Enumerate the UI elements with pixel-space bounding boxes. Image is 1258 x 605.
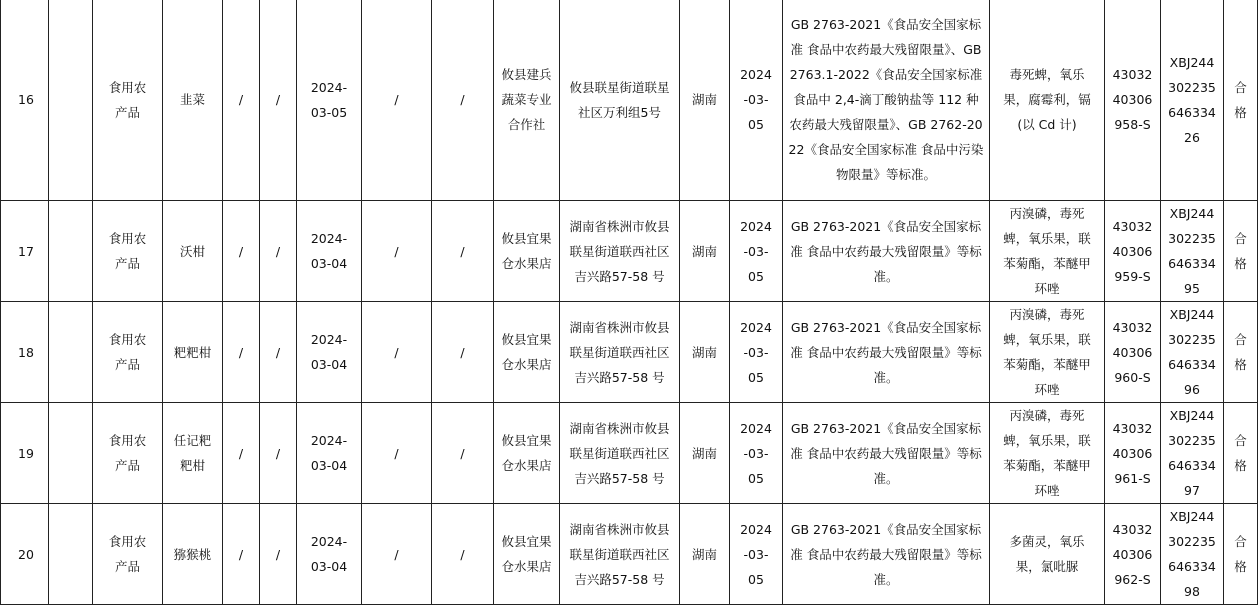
cell-report-no: 4303240306960-S	[1105, 302, 1161, 403]
cell-province: 湖南	[680, 302, 730, 403]
cell-category: 食用农产品	[93, 403, 163, 504]
cell-report-no: 4303240306958-S	[1105, 0, 1161, 201]
cell-seller-name: 攸县宜果仓水果店	[494, 302, 560, 403]
cell-test-items: 丙溴磷，毒死蜱，氧乐果，联苯菊酯，苯醚甲环唑	[990, 302, 1105, 403]
cell-seller-address: 湖南省株洲市攸县联星街道联西社区吉兴路57-58 号	[560, 201, 680, 302]
cell-result: 合格	[1224, 201, 1258, 302]
cell-product-name: 韭菜	[163, 0, 223, 201]
cell-seller-name: 攸县建兵蔬菜专业合作社	[494, 0, 560, 201]
cell-province: 湖南	[680, 504, 730, 605]
cell-seller-address: 湖南省株洲市攸县联星街道联西社区吉兴路57-58 号	[560, 302, 680, 403]
cell-spec: /	[223, 403, 260, 504]
cell-brand: /	[260, 504, 297, 605]
cell-standard: GB 2763-2021《食品安全国家标准 食品中农药最大残留限量》等标准。	[783, 403, 990, 504]
cell-brand: /	[260, 403, 297, 504]
cell-category: 食用农产品	[93, 302, 163, 403]
cell-task-no: XBJ24430223564633496	[1161, 302, 1224, 403]
cell-blank	[49, 504, 93, 605]
cell-sampling-date: 2024-03-05	[730, 403, 783, 504]
cell-product-name: 粑粑柑	[163, 302, 223, 403]
cell-standard: GB 2763-2021《食品安全国家标准 食品中农药最大残留限量》等标准。	[783, 302, 990, 403]
cell-spec: /	[223, 0, 260, 201]
cell-brand: /	[260, 0, 297, 201]
table-row	[1, 0, 1258, 201]
cell-test-items: 多菌灵，氧乐果，氯吡脲	[990, 504, 1105, 605]
cell-brand: /	[260, 302, 297, 403]
cell-result: 合格	[1224, 403, 1258, 504]
cell-province: 湖南	[680, 403, 730, 504]
cell-blank	[49, 302, 93, 403]
cell-no: 17	[1, 201, 49, 302]
cell-no: 19	[1, 403, 49, 504]
cell-standard: GB 2763-2021《食品安全国家标准 食品中农药最大残留限量》等标准。	[783, 504, 990, 605]
cell-standard: GB 2763-2021《食品安全国家标准 食品中农药最大残留限量》、GB 2763.1-2022《食品安全国家标准 食品中 2,4-滴丁酸钠盐等 112 种农药最大残留限量》、GB 2762-2022《食品安全国家标准 食品中污染物限量》等标准。	[783, 0, 990, 201]
cell-task-no: XBJ24430223564633426	[1161, 0, 1224, 201]
cell-category: 食用农产品	[93, 0, 163, 201]
cell-manufacturer-address: /	[432, 403, 494, 504]
cell-seller-name: 攸县宜果仓水果店	[494, 504, 560, 605]
cell-seller-address: 攸县联星街道联星社区万利组5号	[560, 0, 680, 201]
cell-report-no: 4303240306959-S	[1105, 201, 1161, 302]
cell-manufacturer-address: /	[432, 201, 494, 302]
cell-manufacturer-name: /	[362, 0, 432, 201]
cell-production-date: 2024-03-04	[297, 403, 362, 504]
cell-category: 食用农产品	[93, 504, 163, 605]
cell-production-date: 2024-03-05	[297, 0, 362, 201]
table-body	[1, 0, 1258, 605]
cell-sampling-date: 2024-03-05	[730, 201, 783, 302]
cell-manufacturer-name: /	[362, 504, 432, 605]
cell-spec: /	[223, 302, 260, 403]
cell-task-no: XBJ24430223564633495	[1161, 201, 1224, 302]
cell-spec: /	[223, 201, 260, 302]
cell-result: 合格	[1224, 302, 1258, 403]
cell-blank	[49, 0, 93, 201]
cell-province: 湖南	[680, 201, 730, 302]
cell-task-no: XBJ24430223564633498	[1161, 504, 1224, 605]
cell-spec: /	[223, 504, 260, 605]
cell-standard: GB 2763-2021《食品安全国家标准 食品中农药最大残留限量》等标准。	[783, 201, 990, 302]
cell-test-items: 丙溴磷，毒死蜱，氧乐果，联苯菊酯，苯醚甲环唑	[990, 201, 1105, 302]
cell-sampling-date: 2024-03-05	[730, 302, 783, 403]
cell-manufacturer-name: /	[362, 302, 432, 403]
cell-task-no: XBJ24430223564633497	[1161, 403, 1224, 504]
cell-blank	[49, 201, 93, 302]
cell-result: 合格	[1224, 0, 1258, 201]
cell-brand: /	[260, 201, 297, 302]
cell-blank	[49, 403, 93, 504]
cell-product-name: 猕猴桃	[163, 504, 223, 605]
cell-province: 湖南	[680, 0, 730, 201]
cell-sampling-date: 2024-03-05	[730, 504, 783, 605]
cell-manufacturer-name: /	[362, 403, 432, 504]
table-row	[1, 302, 1258, 403]
table-row	[1, 504, 1258, 605]
cell-manufacturer-address: /	[432, 0, 494, 201]
cell-seller-name: 攸县宜果仓水果店	[494, 403, 560, 504]
cell-test-items: 毒死蜱，氧乐果，腐霉利，镉(以 Cd 计)	[990, 0, 1105, 201]
cell-production-date: 2024-03-04	[297, 504, 362, 605]
cell-manufacturer-address: /	[432, 504, 494, 605]
cell-seller-address: 湖南省株洲市攸县联星街道联西社区吉兴路57-58 号	[560, 403, 680, 504]
cell-product-name: 沃柑	[163, 201, 223, 302]
cell-manufacturer-name: /	[362, 201, 432, 302]
cell-report-no: 4303240306961-S	[1105, 403, 1161, 504]
cell-production-date: 2024-03-04	[297, 201, 362, 302]
cell-manufacturer-address: /	[432, 302, 494, 403]
cell-report-no: 4303240306962-S	[1105, 504, 1161, 605]
cell-no: 16	[1, 0, 49, 201]
cell-seller-address: 湖南省株洲市攸县联星街道联西社区吉兴路57-58 号	[560, 504, 680, 605]
cell-production-date: 2024-03-04	[297, 302, 362, 403]
cell-category: 食用农产品	[93, 201, 163, 302]
cell-no: 20	[1, 504, 49, 605]
cell-sampling-date: 2024-03-05	[730, 0, 783, 201]
cell-no: 18	[1, 302, 49, 403]
cell-result: 合格	[1224, 504, 1258, 605]
table-row	[1, 403, 1258, 504]
cell-product-name: 任记粑粑柑	[163, 403, 223, 504]
cell-seller-name: 攸县宜果仓水果店	[494, 201, 560, 302]
table-row	[1, 201, 1258, 302]
cell-test-items: 丙溴磷，毒死蜱，氧乐果，联苯菊酯，苯醚甲环唑	[990, 403, 1105, 504]
